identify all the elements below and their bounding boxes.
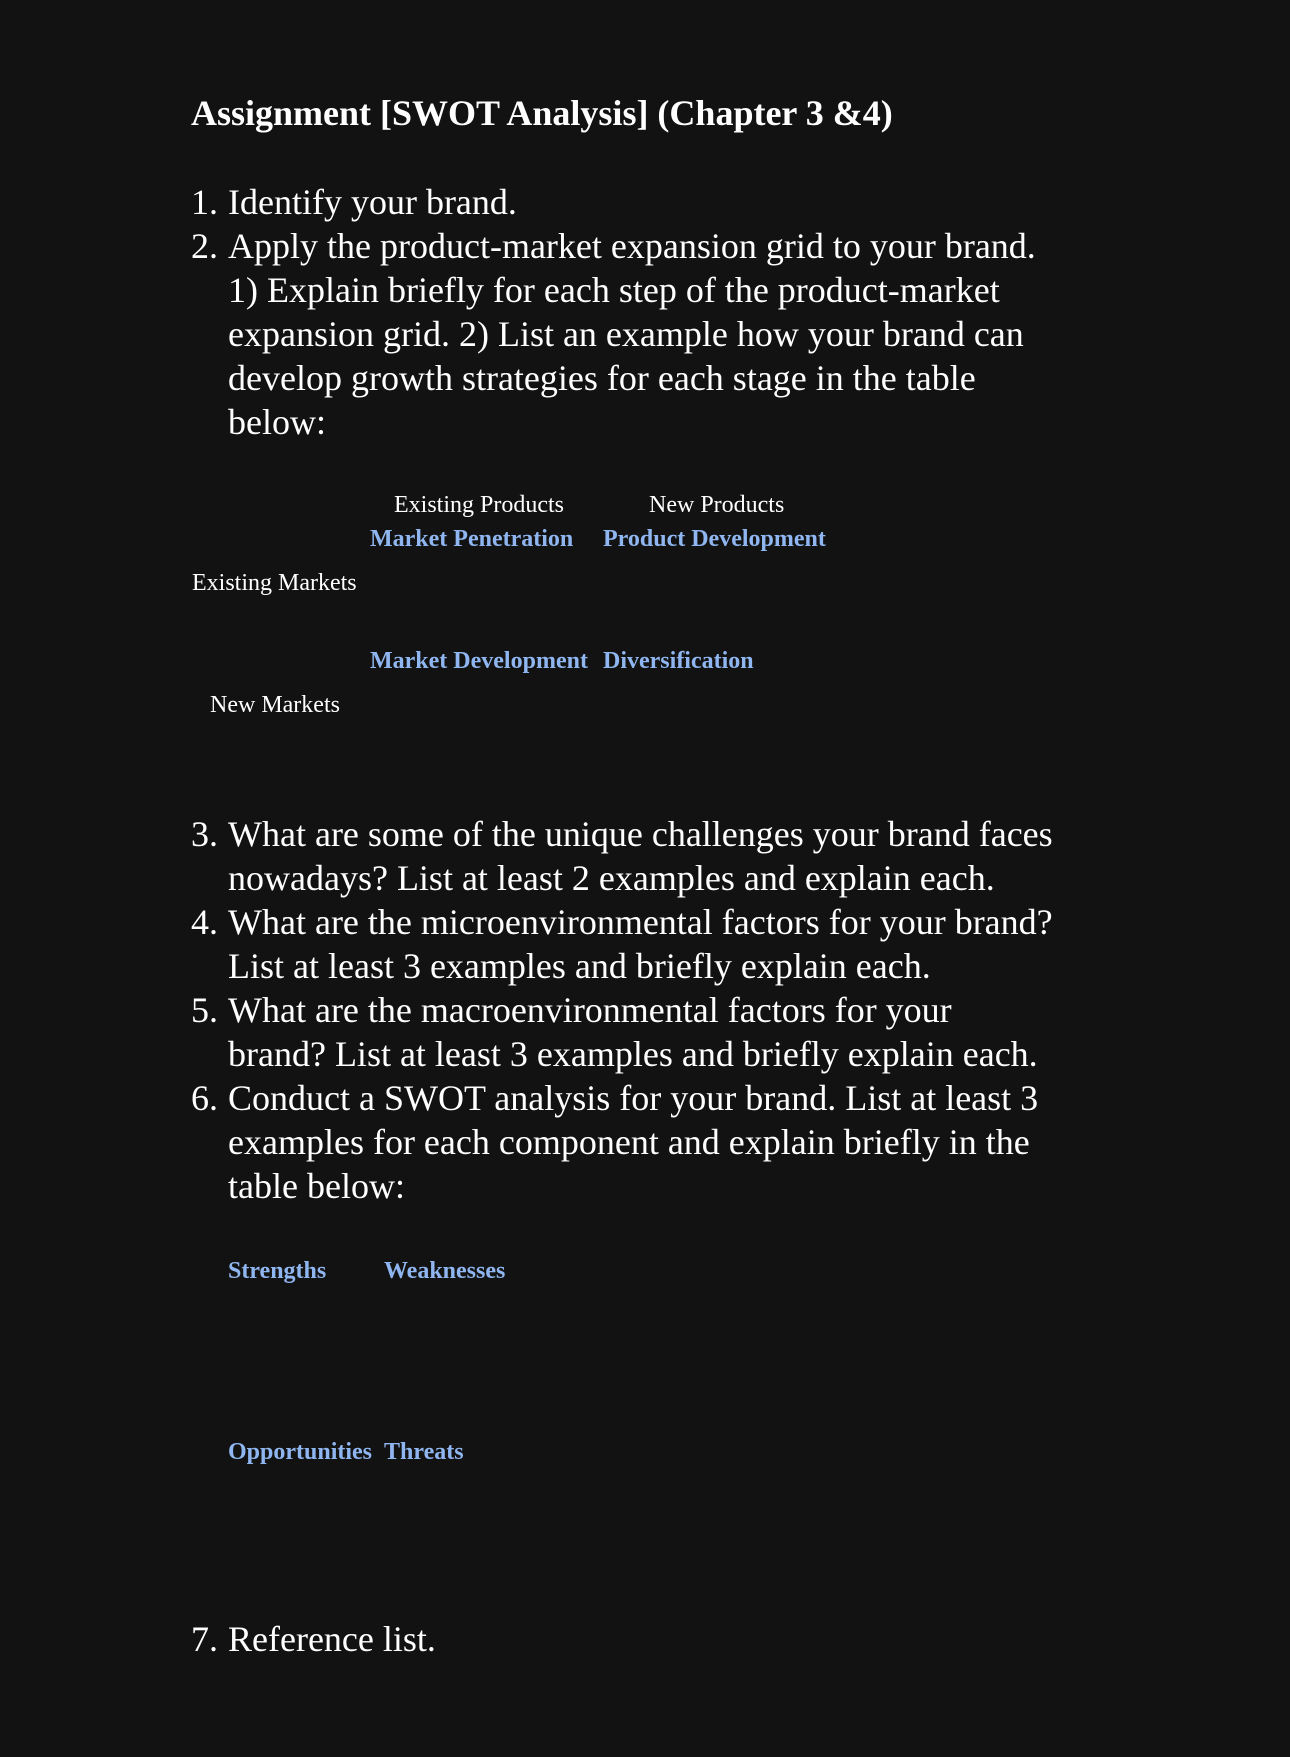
document-title: Assignment [SWOT Analysis] (Chapter 3 &4) (191, 93, 893, 133)
grid-row-existing-markets: Existing Markets (192, 570, 357, 596)
question-text: What are the microenvironmental factors for your brand? List at least 3 examples and briefly explain each. (228, 902, 1053, 986)
swot-strengths: Strengths (228, 1258, 327, 1284)
question-text: Identify your brand. (228, 182, 517, 222)
question-4 (191, 900, 1111, 988)
swot-threats: Threats (384, 1439, 464, 1465)
grid-cell-product-development: Product Development (603, 526, 826, 552)
question-number: 6. (191, 1078, 218, 1118)
question-text: What are the macroenvironmental factors for your brand? List at least 3 examples and briefly explain each. (228, 990, 1038, 1074)
question-text: Reference list. (228, 1619, 436, 1659)
question-number: 4. (191, 902, 218, 942)
question-text: Conduct a SWOT analysis for your brand. List at least 3 examples for each component and explain briefly in the table below: (228, 1078, 1039, 1206)
question-3 (191, 812, 1111, 900)
grid-cell-diversification: Diversification (603, 648, 754, 674)
question-1 (191, 180, 1111, 224)
swot-opportunities: Opportunities (228, 1439, 373, 1465)
question-2 (191, 224, 1111, 444)
question-number: 3. (191, 814, 218, 854)
grid-row-new-markets: New Markets (210, 692, 340, 718)
question-number: 1. (191, 182, 218, 222)
swot-weaknesses: Weaknesses (384, 1258, 506, 1284)
question-7 (191, 1617, 1111, 1661)
grid-col-existing-products: Existing Products (394, 492, 565, 518)
grid-col-new-products: New Products (649, 492, 785, 518)
question-number: 5. (191, 990, 218, 1030)
question-text: Apply the product-market expansion grid to your brand. 1) Explain briefly for each step of the product-market expansion grid. 2) List an example how your brand can develop growth strategies for each stage in the table below: (228, 226, 1036, 442)
grid-cell-market-penetration: Market Penetration (370, 526, 574, 552)
question-number: 7. (191, 1619, 218, 1659)
question-6 (191, 1076, 1111, 1208)
question-number: 2. (191, 226, 218, 266)
question-text: What are some of the unique challenges your brand faces nowadays? List at least 2 examples and explain each. (228, 814, 1053, 898)
grid-cell-market-development: Market Development (370, 648, 588, 674)
question-5 (191, 988, 1111, 1076)
